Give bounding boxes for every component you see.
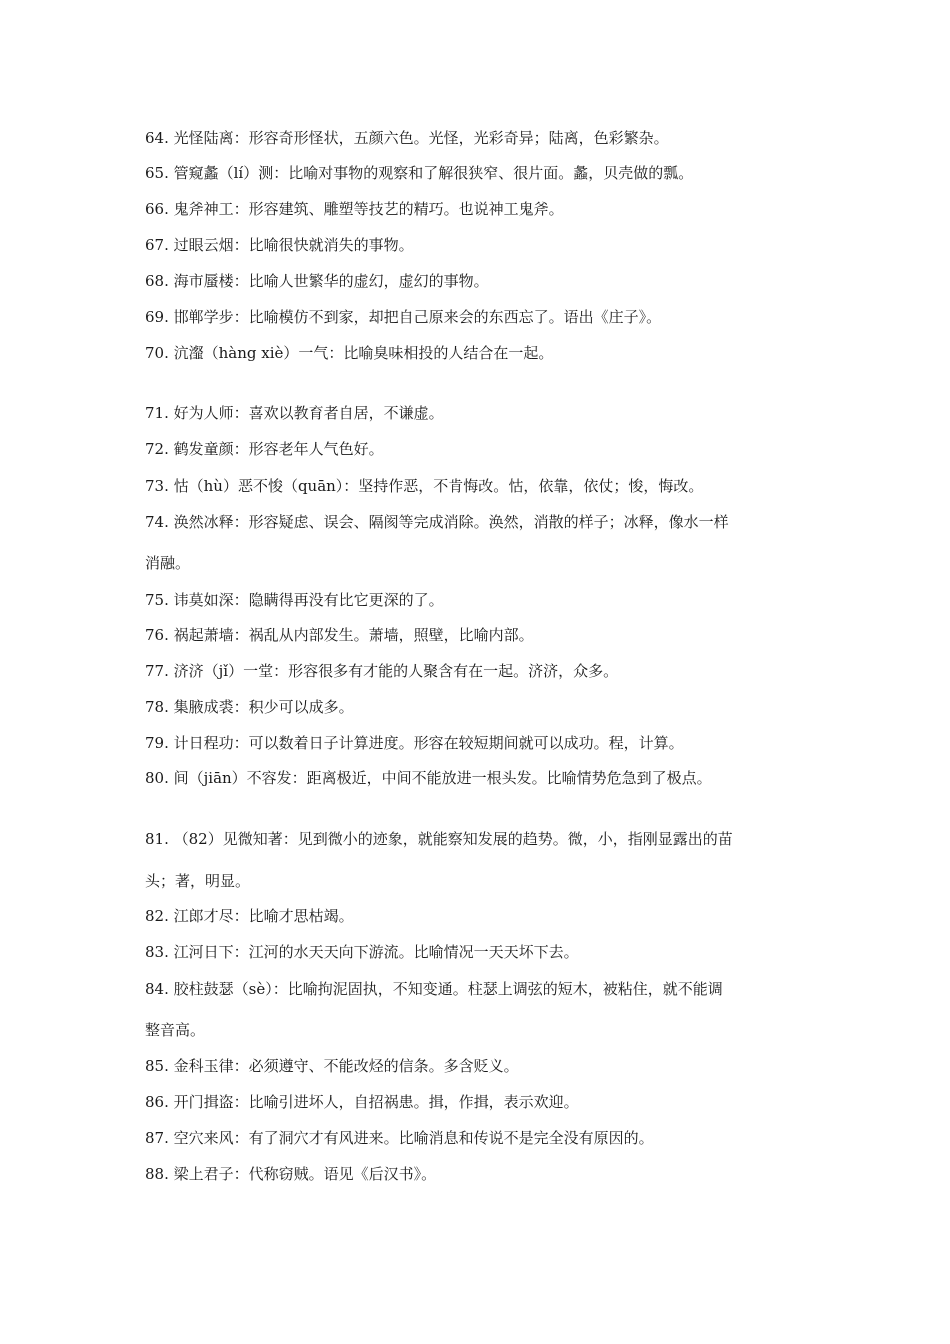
idiom-entry: 87. 空穴来风：有了洞穴才有风进来。比喻消息和传说不是完全没有原因的。	[145, 1129, 654, 1147]
idiom-entry: 83. 江河日下：江河的水天天向下游流。比喻情况一天天坏下去。	[145, 943, 579, 961]
idiom-entry: 71. 好为人师：喜欢以教育者自居，不谦虚。	[145, 404, 444, 422]
idiom-entry: 76. 祸起萧墙：祸乱从内部发生。萧墙，照壁，比喻内部。	[145, 626, 534, 644]
idiom-entry: 75. 讳莫如深：隐瞒得再没有比它更深的了。	[145, 591, 444, 609]
idiom-entry: 65. 管窥蠡（lí）测：比喻对事物的观察和了解很狭窄、很片面。蠡，贝壳做的瓢。	[145, 164, 694, 182]
idiom-entry: 80. 间（jiān）不容发：距离极近，中间不能放进一根头发。比喻情势危急到了极点。	[145, 769, 712, 787]
idiom-entry: 77. 济济（jǐ）一堂：形容很多有才能的人聚含有在一起。济济，众多。	[145, 662, 619, 680]
idiom-entry-continuation: 头；著，明显。	[145, 872, 251, 890]
idiom-entry: 74. 涣然冰释：形容疑虑、误会、隔阂等完成消除。涣然，消散的样子；冰释，像水一样	[145, 513, 729, 531]
idiom-entry: 86. 开门揖盗：比喻引进坏人，自招祸患。揖，作揖，表示欢迎。	[145, 1093, 579, 1111]
idiom-entry: 67. 过眼云烟：比喻很快就消失的事物。	[145, 236, 414, 254]
idiom-entry: 85. 金科玉律：必须遵守、不能改烃的信条。多含贬义。	[145, 1057, 519, 1075]
idiom-entry: 70. 沆瀣（hàng xiè）一气：比喻臭味相投的人结合在一起。	[145, 344, 554, 362]
idiom-entry: 69. 邯郸学步：比喻模仿不到家，却把自己原来会的东西忘了。语出《庄子》。	[145, 308, 662, 326]
idiom-entry: 79. 计日程功：可以数着日子计算进度。形容在较短期间就可以成功。程，计算。	[145, 734, 684, 752]
idiom-entry: 72. 鹤发童颜：形容老年人气色好。	[145, 440, 384, 458]
idiom-entry: 81. （82）见微知著：见到微小的迹象，就能察知发展的趋势。微，小，指刚显露出的苗	[145, 830, 733, 848]
idiom-entry: 64. 光怪陆离：形容奇形怪状，五颜六色。光怪，光彩奇异；陆离，色彩繁杂。	[145, 129, 669, 147]
idiom-entry: 73. 怙（hù）恶不悛（quān）：坚持作恶，不肯悔改。怙，依靠，依仗；悛，悔改。	[145, 477, 704, 495]
idiom-entry: 78. 集腋成裘：积少可以成多。	[145, 698, 354, 716]
idiom-entry: 66. 鬼斧神工：形容建筑、雕塑等技艺的精巧。也说神工鬼斧。	[145, 200, 564, 218]
idiom-entry: 68. 海市蜃楼：比喻人世繁华的虚幻，虚幻的事物。	[145, 272, 489, 290]
idiom-entry: 82. 江郎才尽：比喻才思枯竭。	[145, 907, 354, 925]
idiom-entry: 84. 胶柱鼓瑟（sè）：比喻拘泥固执，不知变通。柱瑟上调弦的短木，被粘住，就不能调	[145, 980, 723, 998]
idiom-entry-continuation: 整音高。	[145, 1021, 206, 1039]
idiom-entry: 88. 梁上君子：代称窃贼。语见《后汉书》。	[145, 1165, 437, 1183]
idiom-entry-continuation: 消融。	[145, 554, 191, 572]
